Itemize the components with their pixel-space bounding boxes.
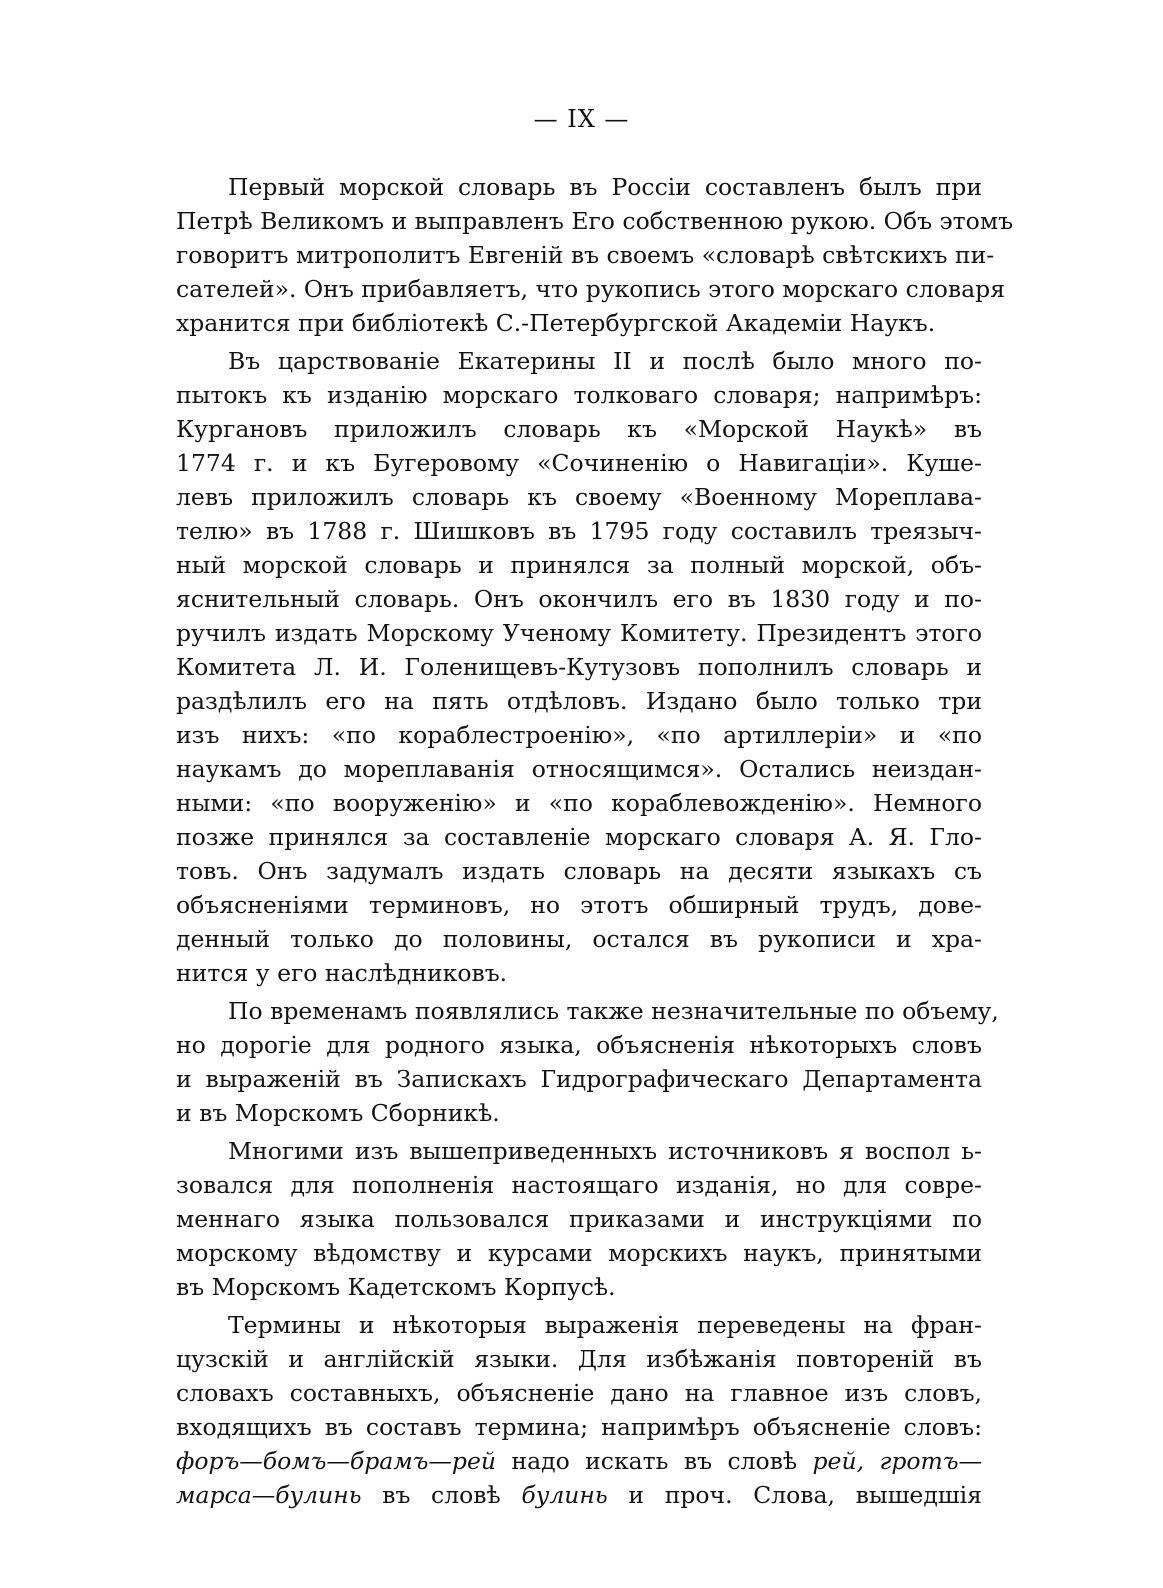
text-line: цузскій и англійскій языки. Для избѣжанія повтореній въ	[176, 1345, 982, 1373]
text-line: но дорогіе для родного языка, объясненія нѣкоторыхъ словъ	[176, 1031, 982, 1059]
text-line: объясненіями терминовъ, но этотъ обширный трудъ, дове-	[176, 891, 982, 919]
paragraph-5	[176, 1308, 982, 1512]
text-line: Кургановъ приложилъ словарь къ «Морской Наукѣ» въ	[176, 415, 982, 443]
text-run: въ словѣ	[361, 1481, 522, 1509]
text-line: Въ царствованіе Екатерины II и послѣ было много по-	[228, 347, 982, 375]
italic-term: рей, гротъ—	[812, 1447, 982, 1475]
text-line: и въ Морскомъ Сборникѣ.	[176, 1099, 500, 1127]
text-line: Термины и нѣкоторыя выраженія переведены на фран-	[228, 1311, 982, 1339]
text-line: По временамъ появлялись также незначительные по объему,	[228, 997, 999, 1025]
text-line: раздѣлилъ его на пять отдѣловъ. Издано было только три	[176, 687, 982, 715]
text-line: Первый морской словарь въ Россіи составленъ былъ при	[228, 173, 982, 201]
page-number: — IX —	[533, 105, 630, 133]
text-line: яснительный словарь. Онъ окончилъ его въ 1830 году и по-	[176, 585, 982, 613]
paragraph-4	[176, 1134, 982, 1304]
text-line: хранится при библіотекѣ С.-Петербургской Академіи Наукъ.	[176, 309, 936, 337]
text-run: и проч. Слова, вышедшія	[607, 1481, 982, 1509]
text-line: ручилъ издать Морскому Ученому Комитету. Президентъ этого	[176, 619, 982, 647]
text-line: въ Морскомъ Кадетскомъ Корпусѣ.	[176, 1273, 616, 1301]
text-run: надо искать въ словѣ	[496, 1447, 813, 1475]
text-line: и выраженій въ Запискахъ Гидрографическаго Департамента	[176, 1065, 982, 1093]
text-line: Комитета Л. И. Голенищевъ-Кутузовъ пополнилъ словарь и	[176, 653, 982, 681]
text-line: ными: «по вооруженію» и «по кораблевожденію». Немного	[176, 789, 982, 817]
text-line: 1774 г. и къ Бугеровому «Сочиненію о Навигаціи». Куше-	[176, 449, 982, 477]
paragraph-1	[176, 170, 1014, 340]
text-line: денный только до половины, остался въ рукописи и хра-	[176, 925, 982, 953]
text-line: Петрѣ Великомъ и выправленъ Его собственною рукою. Объ этомъ	[176, 207, 1014, 235]
text-line: входящихъ въ составъ термина; напримѣръ объясненіе словъ:	[176, 1413, 982, 1441]
text-line: товъ. Онъ задумалъ издать словарь на десяти языкахъ съ	[176, 857, 982, 885]
text-line: позже принялся за составленіе морскаго словаря А. Я. Гло-	[176, 823, 982, 851]
italic-term: форъ—бомъ—брамъ—рей	[176, 1447, 497, 1475]
text-line: телю» въ 1788 г. Шишковъ въ 1795 году составилъ треязыч-	[176, 517, 982, 545]
italic-term: марса—булинь	[176, 1481, 362, 1509]
text-line: сателей». Онъ прибавляетъ, что рукопись этого морскаго словаря	[176, 275, 1006, 303]
paragraph-2	[176, 344, 982, 990]
text-line: ный морской словарь и принялся за полный морской, объ-	[176, 551, 982, 579]
text-line: пытокъ къ изданію морскаго толковаго словаря; напримѣръ:	[176, 381, 982, 409]
text-line: говоритъ митрополитъ Евгеній въ своемъ «словарѣ свѣтскихъ пи-	[176, 241, 995, 269]
italic-term: булинь	[521, 1481, 608, 1509]
text-line: словахъ составныхъ, объясненіе дано на главное изъ словъ,	[176, 1379, 982, 1407]
text-line-mixed	[176, 1444, 982, 1478]
text-line: меннаго языка пользовался приказами и инструкціями по	[176, 1205, 982, 1233]
text-line: морскому вѣдомству и курсами морскихъ наукъ, принятыми	[176, 1239, 982, 1267]
paragraph-3	[176, 994, 999, 1130]
text-line: нится у его наслѣдниковъ.	[176, 959, 508, 987]
text-line: изъ нихъ: «по кораблестроенію», «по артиллеріи» и «по	[176, 721, 982, 749]
text-line: Многими изъ вышеприведенныхъ источниковъ я воспол ь-	[228, 1137, 982, 1165]
body-text	[176, 170, 1014, 1512]
text-line: зовался для пополненія настоящаго изданія, но для совре-	[176, 1171, 982, 1199]
text-line: наукамъ до мореплаванія относящимся». Остались неиздан-	[176, 755, 982, 783]
text-line: левъ приложилъ словарь къ своему «Военному Мореплава-	[176, 483, 982, 511]
text-line-mixed	[176, 1478, 982, 1512]
